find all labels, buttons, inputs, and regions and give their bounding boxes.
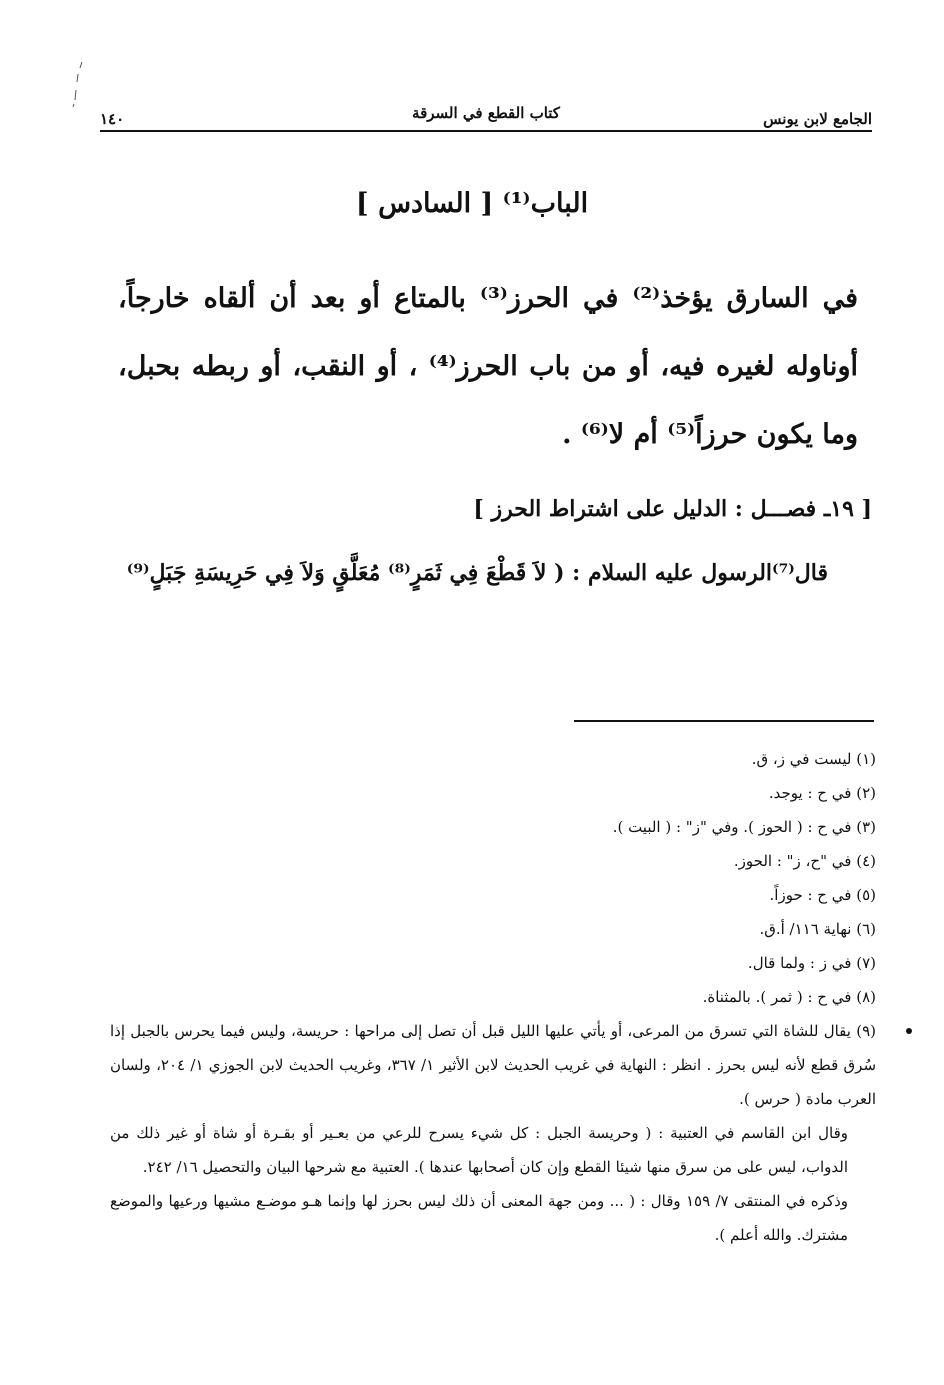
footnote-number: (٣) [856, 818, 876, 836]
header-rule [100, 130, 872, 132]
chapter-name: كتاب القطع في السرقة [412, 104, 560, 122]
footnote-number: (٨) [856, 988, 876, 1006]
footnote-text: في ح : يوجد. [768, 784, 852, 802]
footnotes [110, 742, 876, 1252]
footnote [110, 742, 876, 776]
footnote-9-continuation: وذكره في المنتقى ٧/ ١٥٩ وقال : ( ... ومن جهة المعنى أن ذلك ليس بحرز لها وإنما هـو موضـع مشيها ورعيها والموضع مشترك. والله أعلم ). [110, 1192, 848, 1244]
footnote-number: (١) [856, 750, 876, 768]
footnote [110, 776, 876, 810]
footnote-text: في ز : ولما قال. [747, 954, 852, 972]
footnote [110, 878, 876, 912]
footnote [110, 946, 876, 980]
footnote-number: (٦) [856, 920, 876, 938]
section-heading: [ ١٩ـ فصـــل : الدليل على اشتراط الحرز ] [473, 496, 872, 522]
footnote-number: (٥) [856, 886, 876, 904]
footnote-number: (٩) [856, 1022, 876, 1040]
chapter-subtitle: في السارق يؤخذ⁽²⁾ في الحرز⁽³⁾ بالمتاع أو بعد أن ألقاه خارجاً، أوناوله لغيره فيه، أو من باب الحرز⁽⁴⁾ ، أو النقب، أو ربطه بحبل، وما يكون حرزاً⁽⁵⁾ أم لا⁽⁶⁾ . [118, 283, 859, 450]
margin-mark [72, 60, 86, 108]
footnote-text: في ح : ( الحوز ). وفي "ز" : ( البيت ). [612, 818, 852, 836]
footnote-number: (٧) [856, 954, 876, 972]
running-header [100, 100, 872, 128]
footnote-number: (٢) [856, 784, 876, 802]
page-number: ١٤٠ [100, 110, 125, 128]
footnote [110, 810, 876, 844]
footnote-number: (٤) [856, 852, 876, 870]
footnote [110, 844, 876, 878]
footnote-text: ليست في ز، ق. [751, 750, 852, 768]
book-title: الجامع لابن يونس [763, 110, 872, 128]
footnote-rule [574, 720, 874, 722]
footnote [110, 980, 876, 1014]
footnote [110, 912, 876, 946]
footnote-text: في ح : حوزاً. [769, 886, 852, 904]
chapter-title: الباب⁽¹⁾ [ السادس ] [355, 188, 589, 219]
hadith-text: قال⁽⁷⁾الرسول عليه السلام : ( لاَ قَطْعَ فِي ثَمَرٍ⁽⁸⁾ مُعَلَّقٍ وَلاَ فِي حَرِيسَةِ جَبَلٍ⁽⁹⁾ [126, 560, 828, 586]
footnote-text: نهاية ١١٦/ أ.ق. [759, 920, 852, 938]
footnote-text: في ح : ( ثمر ). بالمثناة. [702, 988, 852, 1006]
footnote-9 [110, 1014, 876, 1116]
margin-dot [906, 1028, 912, 1034]
footnote-text: يقال للشاة التي تسرق من المرعى، أو يأتي عليها الليل قبل أن تصل إلى مراحها : حريسة، وليس فيما يحرس بالجبل إذا سُرق قطع لأنه ليس بحرز . انظر : النهاية في غريب الحديث لابن الأثير ١/ ٣٦٧، وغريب الحديث لابن الجوزي ١/ ٢٠٤، ولسان العرب مادة ( حرس ). [110, 1022, 877, 1108]
footnote-text: في "ح، ز" : الحوز. [733, 852, 852, 870]
footnote-9-continuation: وقال ابن القاسم في العتبية : ( وحريسة الجبل : كل شيء يسرح للرعي من بعـير أو بقـرة أو شاة أو غير ذلك من الدواب، ليس على من سرق منها شيئا القطع وإن كان أصحابها عندها ). العتبية مع شرحها البيان والتحصيل ١٦/ ٢٤٢. [110, 1124, 848, 1176]
